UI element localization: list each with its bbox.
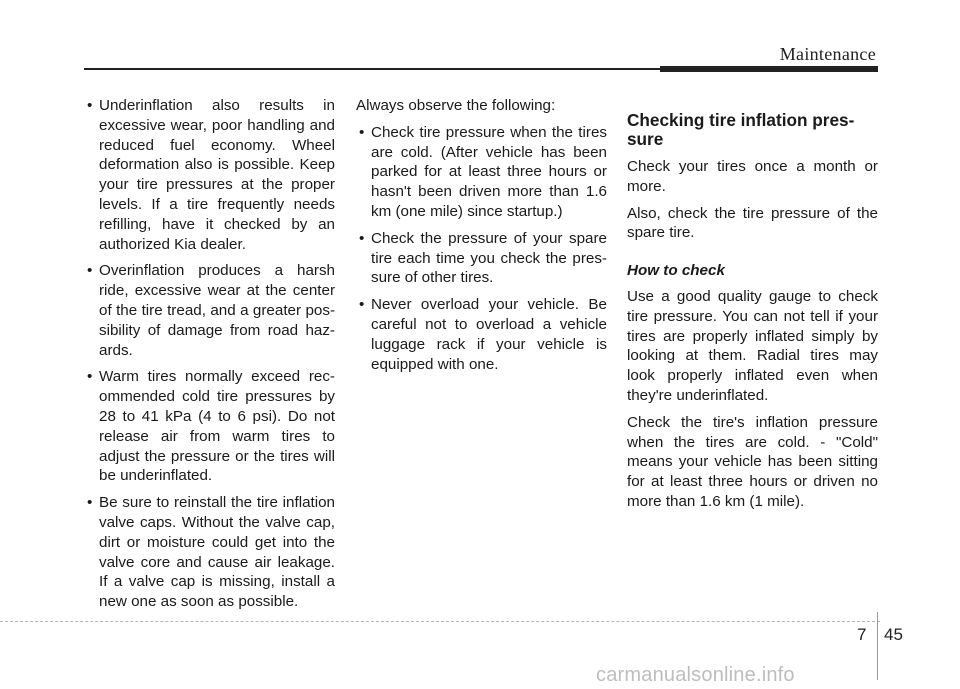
bullet-overinflation: • Overinflation produces a harsh ride, excessive wear at the center of the tire tread, and a greater pos-sibility of damage from road haz-ards. xyxy=(84,261,335,360)
bullet-never-overload: • Never overload your vehicle. Be careful not to overload a vehicle luggage rack if your vehicle is equipped with one. xyxy=(356,295,607,374)
section-heading: Checking tire inflation pres-sure xyxy=(627,110,855,149)
paragraph-gauge: Use a good quality gauge to check tire pressure. You can not tell if your tires are properly inflated simply by looking at them. Radial tires may look properly inflated even when they're underinflated. xyxy=(627,287,878,404)
bullet-valve-caps: • Be sure to reinstall the tire inflation valve caps. Without the valve cap, dirt or moisture could get into the valve core and cause air leakage. If a valve cap is missing, install a new one as soon as possible. xyxy=(84,493,335,612)
paragraph-cold: Check the tire's inflation pressure when the tires are cold. - "Cold" means your vehicle has been sitting for at least three hours or driven no more than 1.6 km (1 mile). xyxy=(627,413,878,510)
section-title: Maintenance xyxy=(779,44,876,64)
observe-lead: Always observe the following: xyxy=(356,97,556,114)
bullet-list-2 xyxy=(356,123,607,375)
bullet-warm-tires: • Warm tires normally exceed rec-ommended cold tire pressures by 28 to 41 kPa (4 to 6 psi). Do not release air from warm tires to adjust the pressure or the tires will be underinflated. xyxy=(84,367,335,486)
bullet-list-1 xyxy=(84,96,335,612)
paragraph-monthly: Check your tires once a month or more. xyxy=(627,158,878,195)
subheading-how-to-check: How to check xyxy=(627,262,725,280)
watermark: carmanualsonline.info xyxy=(596,664,795,686)
column-1 xyxy=(84,96,335,619)
column-2 xyxy=(356,96,607,381)
footer-divider xyxy=(877,612,878,680)
column-3 xyxy=(627,96,878,519)
page-number: 45 xyxy=(884,625,903,644)
footer-dashed-line xyxy=(0,621,880,622)
bullet-underinflation: • Underinflation also results in excessive wear, poor handling and reduced fuel economy. Wheel deformation also is possible. Keep your tire pressures at the proper levels. If a tire frequently needs refilling, have it checked by an authorized Kia dealer. xyxy=(84,96,335,254)
header-rule-thin xyxy=(84,68,660,70)
chapter-number: 7 xyxy=(857,625,867,644)
bullet-check-spare: • Check the pressure of your spare tire each time you check the pres-sure of other tires. xyxy=(356,229,607,288)
bullet-check-cold: • Check tire pressure when the tires are cold. (After vehicle has been parked for at least three hours or hasn't been driven more than 1.6 km (one mile) since startup.) xyxy=(356,123,607,222)
header-rule-thick xyxy=(660,66,878,72)
paragraph-spare: Also, check the tire pressure of the spare tire. xyxy=(627,204,878,242)
